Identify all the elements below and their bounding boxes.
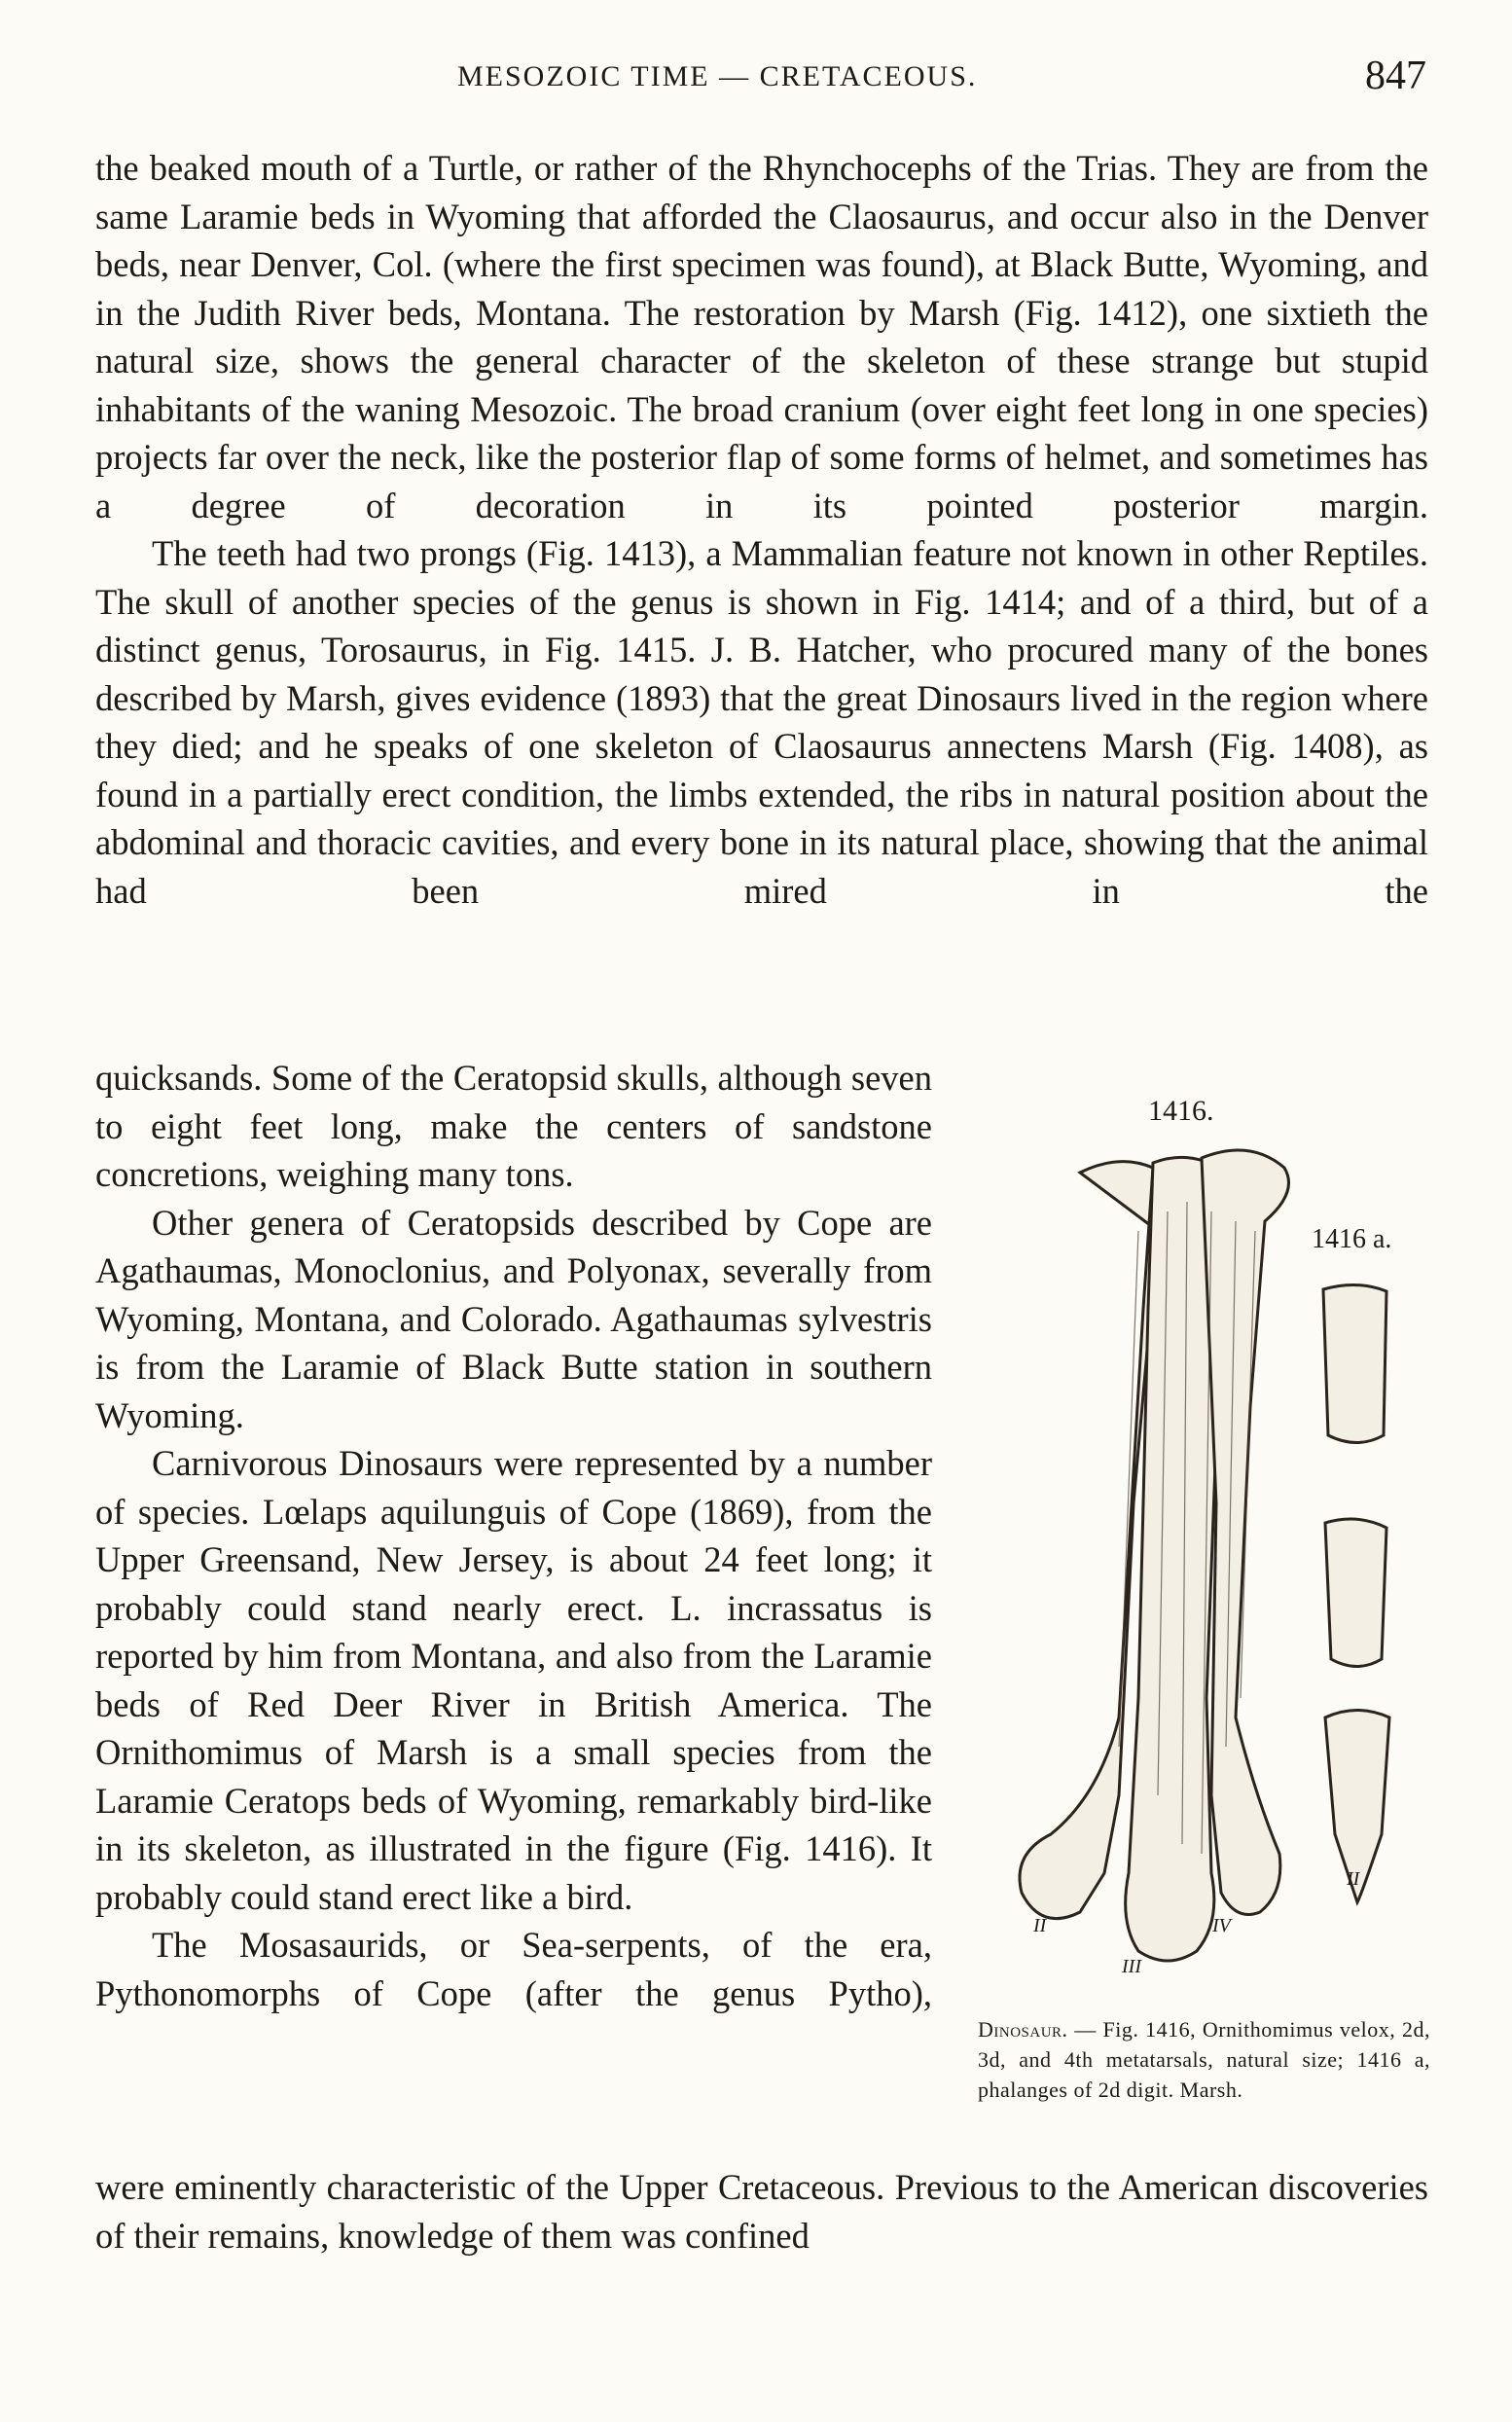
- body-text-column: [95, 1054, 932, 2017]
- figure-caption: [978, 2014, 1430, 2105]
- running-head: MESOZOIC TIME — CRETACEOUS.: [457, 60, 978, 92]
- metatarsal-illustration: [973, 1114, 1440, 1990]
- paragraph: The Mosasaurids, or Sea-serpents, of the era, Pythonomorphs of Cope (after the genus Pytho),: [95, 1925, 932, 2013]
- phalanx-2: [1325, 1519, 1386, 1667]
- caption-body: Fig. 1416, Ornithomimus velox, 2d, 3d, and 4th metatarsals, natural size; 1416 a, phalanges of 2d digit. Marsh.: [978, 2017, 1431, 2102]
- paragraph: were eminently characteristic of the Upper Cretaceous. Previous to the American discoveries of their remains, knowledge of them was confined: [95, 2167, 1428, 2256]
- body-text-top: [95, 144, 1428, 915]
- caption-lead: Dinosaur. —: [978, 2017, 1097, 2042]
- paragraph: quicksands. Some of the Ceratopsid skulls, although seven to eight feet long, make the centers of sandstone concretions, weighing many tons.: [95, 1058, 932, 1194]
- paragraph: the beaked mouth of a Turtle, or rather of the Rhynchocephs of the Trias. They are from the same Laramie beds in Wyoming that afforded the Claosaurus, and occur also in the Denver beds, near Denver, Col. (where the first specimen was found), at Black Butte, Wyoming, and in the Judith River beds, Montana. The restoration by Marsh (Fig. 1412), one sixtieth the natural size, shows the general character of the skeleton of these strange but stupid inhabitants of the waning Mesozoic. The broad cranium (over eight feet long in one species) projects far over the neck, like the posterior flap of some forms of helmet, and sometimes has a degree of decoration in its pointed posterior margin.: [95, 148, 1428, 525]
- paragraph: Carnivorous Dinosaurs were represented by a number of species. Lœlaps aquilunguis of Cope (1869), from the Upper Greensand, New Jersey, is about 24 feet long; it probably could stand nearly erect. L. incrassatus is reported by him from Montana, and also from the Laramie beds of Red Deer River in British America. The Ornithomimus of Marsh is a small species from the Laramie Ceratops beds of Wyoming, remarkably bird-like in its skeleton, as illustrated in the figure (Fig. 1416). It probably could stand erect like a bird.: [95, 1443, 932, 1917]
- phalanx-1: [1323, 1284, 1386, 1442]
- page-number: 847: [1365, 54, 1426, 98]
- label-phalanx-ii: II: [1347, 1868, 1360, 1890]
- figure-number: 1416.: [1148, 1095, 1214, 1127]
- figure-sub-number: 1416 a.: [1312, 1224, 1392, 1254]
- paragraph: Other genera of Ceratopsids described by Cope are Agathaumas, Monoclonius, and Polyonax, severally from Wyoming, Montana, and Colorado. Agathaumas sylvestris is from the Laramie of Black Butte station in southern Wyoming.: [95, 1202, 932, 1435]
- label-digit-ii: II: [1033, 1915, 1047, 1936]
- paragraph: The teeth had two prongs (Fig. 1413), a Mammalian feature not known in other Reptiles. The skull of another species of the genus is shown in Fig. 1414; and of a third, but of a distinct genus, Torosaurus, in Fig. 1415. J. B. Hatcher, who procured many of the bones described by Marsh, gives evidence (1893) that the great Dinosaurs lived in the region where they died; and he speaks of one skeleton of Claosaurus annectens Marsh (Fig. 1408), as found in a partially erect condition, the limbs extended, the ribs in natural position about the abdominal and thoracic cavities, and every bone in its natural place, showing that the animal had been mired in the: [95, 533, 1428, 911]
- label-digit-iii: III: [1122, 1956, 1141, 1977]
- body-text-bottom: [95, 2163, 1428, 2259]
- page-header: [0, 49, 1512, 107]
- label-digit-iv: IV: [1212, 1915, 1231, 1936]
